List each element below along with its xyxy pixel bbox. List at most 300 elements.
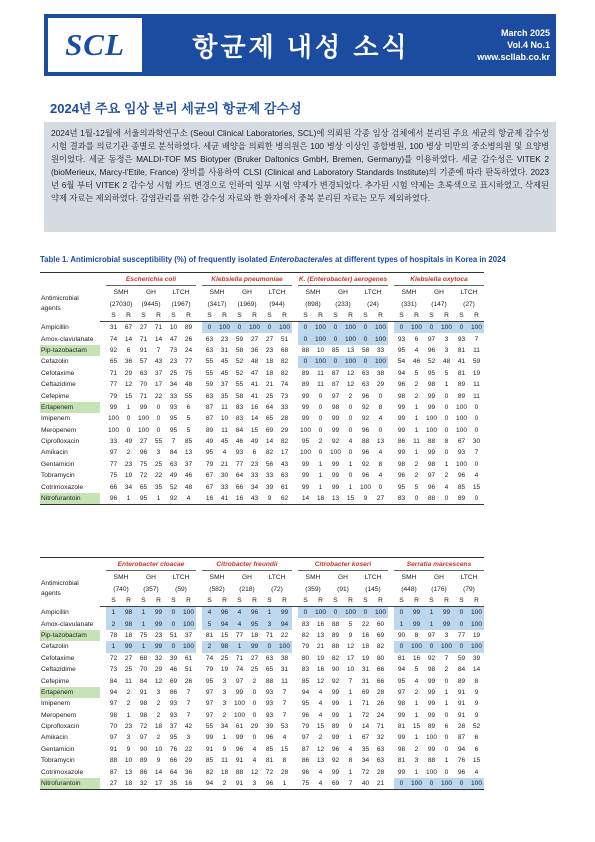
resistant-value: 16 (412, 654, 421, 662)
resistant-value: 1 (348, 688, 353, 696)
resistant-value: 39 (472, 654, 481, 662)
susceptible-value: 88 (265, 677, 274, 685)
resistant-value: 4 (414, 346, 419, 354)
organism-name: Escherichia coli (106, 273, 196, 286)
resistant-value: 48 (250, 358, 259, 366)
resistant-value: 5 (414, 369, 419, 377)
resistant-value: 15 (220, 631, 229, 639)
resistant-value: 66 (376, 666, 385, 674)
resistant-value: 46 (412, 358, 421, 366)
resistant-value: 33 (280, 403, 289, 411)
susceptible-value: 99 (397, 426, 406, 434)
susceptible-header: S (328, 310, 343, 322)
resistant-value: 34 (220, 723, 229, 731)
resistant-value: 66 (376, 677, 385, 685)
susceptible-header: S (298, 595, 313, 607)
susceptible-value: 22 (361, 620, 370, 628)
susceptible-header: S (358, 310, 373, 322)
susceptible-value: 79 (109, 392, 118, 400)
susceptible-value: 97 (427, 472, 436, 480)
susceptible-value: 0 (328, 607, 343, 619)
susceptible-value: 92 (331, 438, 340, 446)
susceptible-value: 10 (169, 324, 178, 332)
susceptible-value: 1 (136, 618, 151, 629)
resistant-value: 99 (247, 641, 262, 652)
susceptibility-table-1 (40, 272, 484, 505)
resistant-value: 11 (221, 426, 228, 434)
susceptible-value: 49 (169, 472, 178, 480)
resistant-value: 1 (414, 734, 419, 742)
resistant-value: 0 (252, 700, 257, 708)
resistant-value: 62 (277, 493, 292, 505)
resistant-value: 3 (444, 346, 449, 354)
susceptible-value: 63 (205, 392, 214, 400)
resistant-value: 82 (280, 369, 289, 377)
susceptible-value: 77 (109, 381, 118, 389)
resistant-value: 22 (154, 392, 163, 400)
hospital-type: LTCH (268, 288, 286, 296)
drug-row (40, 390, 484, 401)
resistant-value: 0 (252, 734, 257, 742)
drug-row (40, 607, 484, 619)
resistant-value: 11 (317, 369, 324, 377)
hospital-type-row (40, 286, 484, 299)
resistant-value: 2 (222, 711, 227, 719)
susceptible-value: 99 (427, 677, 436, 685)
susceptible-value: 82 (331, 654, 340, 662)
susceptible-value: 81 (457, 369, 466, 377)
resistant-value: 0 (156, 426, 161, 434)
hospital-type: GH (242, 573, 252, 581)
resistant-value: 30 (472, 438, 481, 446)
resistant-value: 4 (378, 449, 383, 457)
drug-row (40, 618, 484, 629)
resistant-value: 1 (414, 768, 419, 776)
resistant-value: 11 (125, 677, 132, 685)
susceptible-value: 68 (139, 654, 148, 662)
resistant-header: R (409, 310, 424, 322)
susceptible-value: 58 (235, 392, 244, 400)
resistant-value: 63 (280, 472, 289, 480)
resistant-value: 0 (156, 403, 161, 411)
resistant-value: 36 (124, 358, 133, 366)
drug-name: Cefotaxime (41, 654, 75, 662)
resistant-value: 1 (348, 768, 353, 776)
resistant-value: 34 (250, 483, 259, 491)
resistant-value: 96 (217, 607, 232, 619)
resistant-value: 7 (186, 688, 191, 696)
resistant-value: 100 (373, 333, 388, 344)
resistant-value: 35 (220, 392, 229, 400)
susceptible-value: 81 (397, 654, 406, 662)
resistant-value: 100 (313, 356, 328, 367)
resistant-value: 3 (186, 734, 191, 742)
resistant-value: 1 (348, 734, 353, 742)
drug-row (40, 436, 484, 447)
resistant-value: 3 (222, 677, 227, 685)
susceptible-value: 91 (139, 688, 148, 696)
resistant-value: 1 (126, 711, 131, 719)
susceptible-value: 64 (265, 403, 274, 411)
drug-row (40, 732, 484, 743)
resistant-value: 0 (378, 426, 383, 434)
susceptible-value: 95 (169, 734, 178, 742)
susceptible-value: 99 (205, 734, 214, 742)
resistant-value: 85 (184, 438, 193, 446)
susceptible-value: 0 (394, 778, 409, 790)
susceptible-value: 67 (205, 483, 214, 491)
resistant-value: 1 (318, 472, 323, 480)
resistant-value: 11 (413, 438, 420, 446)
susceptible-value: 100 (107, 415, 119, 423)
susceptible-value: 91 (139, 346, 148, 354)
isolate-count: (218) (239, 585, 255, 593)
resistant-value: 9 (474, 700, 479, 708)
susceptible-value: 35 (166, 778, 181, 790)
susceptible-value: 0 (424, 778, 439, 790)
susceptible-value: 100 (329, 449, 341, 457)
resistant-value: 12 (346, 643, 355, 651)
susceptible-header: S (202, 595, 217, 607)
resistant-value: 9 (348, 723, 353, 731)
resistant-value: 4 (318, 711, 323, 719)
susceptible-value: 81 (457, 346, 466, 354)
susceptible-value: 55 (205, 358, 214, 366)
resistant-value: 15 (124, 392, 133, 400)
sr-header-row (40, 310, 484, 322)
susceptible-value: 96 (262, 778, 277, 790)
drug-row (40, 470, 484, 481)
susceptible-value: 92 (427, 654, 436, 662)
resistant-header: R (343, 310, 358, 322)
susceptible-value: 95 (301, 438, 310, 446)
resistant-value: 4 (318, 768, 323, 776)
susceptible-value: 75 (139, 460, 148, 468)
drug-name: Tobramycin (41, 757, 75, 765)
susceptible-value: 99 (301, 460, 310, 468)
susceptible-value: 98 (331, 403, 340, 411)
resistant-value: 0 (318, 392, 323, 400)
susceptible-value: 0 (262, 641, 277, 652)
resistant-value: 4 (252, 757, 257, 765)
resistant-value: 1 (126, 403, 131, 411)
susceptible-value: 0 (454, 618, 469, 629)
isolate-count-row (40, 583, 484, 595)
susceptible-value: 55 (205, 369, 214, 377)
resistant-value: 99 (121, 641, 136, 652)
susceptible-value: 97 (139, 734, 148, 742)
susceptible-value: 100 (233, 700, 245, 708)
susceptible-value: 95 (397, 483, 406, 491)
resistant-value: 100 (373, 356, 388, 367)
susceptible-value: 87 (109, 768, 118, 776)
susceptible-value: 99 (331, 711, 340, 719)
susceptible-header: S (106, 595, 121, 607)
resistant-value: 1 (222, 734, 227, 742)
resistant-value: 5 (414, 666, 419, 674)
drug-name: Nitrofurantoin (40, 778, 100, 790)
susceptible-value: 31 (361, 677, 370, 685)
resistant-value: 6 (444, 723, 449, 731)
susceptible-value: 63 (205, 346, 214, 354)
susceptible-value: 67 (361, 734, 370, 742)
susceptible-value: 83 (235, 415, 244, 423)
susceptible-value: 0 (262, 322, 277, 334)
susceptible-value: 33 (109, 438, 118, 446)
susceptible-value: 91 (457, 700, 466, 708)
resistant-header: R (151, 595, 166, 607)
resistant-value: 2 (126, 688, 131, 696)
susceptible-value: 46 (169, 666, 178, 674)
susceptible-value: 86 (397, 438, 406, 446)
resistant-value: 15 (250, 426, 259, 434)
drug-name: Imipenem (41, 415, 70, 423)
resistant-value: 18 (250, 631, 259, 639)
susceptible-value: 89 (427, 723, 436, 731)
susceptible-value: 96 (457, 472, 466, 480)
resistant-value: 99 (409, 607, 424, 619)
resistant-value: 28 (280, 415, 289, 423)
resistant-value: 100 (313, 607, 328, 619)
resistant-value: 8 (348, 757, 353, 765)
drug-row (40, 356, 484, 367)
resistant-value: 63 (376, 757, 385, 765)
susceptible-value: 0 (232, 322, 247, 334)
resistant-value: 11 (473, 381, 480, 389)
susceptible-value: 65 (109, 358, 118, 366)
susceptible-value: 49 (205, 438, 214, 446)
resistant-value: 1 (348, 460, 353, 468)
resistant-value: 61 (280, 483, 289, 491)
resistant-value: 16 (316, 620, 325, 628)
resistant-value: 25 (124, 666, 133, 674)
susceptible-value: 35 (361, 745, 370, 753)
susceptible-value: 31 (361, 666, 370, 674)
hospital-type: LTCH (268, 573, 286, 581)
organism-name: Citrobacter koseri (298, 558, 388, 571)
susceptible-value: 58 (361, 346, 370, 354)
susceptible-value: 1 (394, 618, 409, 629)
hospital-type: LTCH (364, 288, 382, 296)
resistant-value: 13 (316, 631, 325, 639)
resistant-value: 41 (250, 392, 259, 400)
susceptible-value: 71 (361, 700, 370, 708)
susceptible-value: 16 (361, 631, 370, 639)
susceptible-value: 1 (106, 641, 121, 652)
hospital-type: GH (434, 573, 444, 581)
susceptible-value: 93 (169, 711, 178, 719)
susceptible-value: 0 (298, 333, 313, 344)
drug-name: Amox-clavulanate (41, 620, 94, 628)
susceptible-value: 88 (109, 757, 118, 765)
resistant-value: 37 (184, 631, 193, 639)
susceptible-value: 84 (139, 677, 148, 685)
resistant-value: 49 (250, 438, 259, 446)
resistant-value: 15 (472, 483, 481, 491)
susceptible-value: 77 (457, 631, 466, 639)
resistant-value: 45 (220, 438, 229, 446)
resistant-value: 2 (444, 666, 449, 674)
resistant-value: 17 (280, 449, 289, 457)
susceptible-value: 0 (328, 333, 343, 344)
resistant-value: 1 (444, 700, 449, 708)
resistant-value: 32 (376, 734, 385, 742)
susceptible-value: 97 (235, 677, 244, 685)
resistant-value: 2 (156, 700, 161, 708)
resistant-value: 13 (346, 346, 355, 354)
susceptible-value: 39 (265, 483, 274, 491)
resistant-value: 7 (282, 700, 287, 708)
susceptible-value: 59 (235, 335, 244, 343)
hospital-type: SMH (401, 573, 417, 581)
isolate-count: (176) (431, 585, 447, 593)
susceptible-value: 0 (454, 641, 469, 652)
susceptible-value: 73 (109, 666, 118, 674)
resistant-value: 4 (252, 745, 257, 753)
resistant-value: 2 (414, 472, 419, 480)
resistant-value: 26 (376, 700, 385, 708)
susceptible-value: 58 (235, 346, 244, 354)
hospital-type: GH (434, 288, 444, 296)
susceptible-value: 1 (136, 607, 151, 619)
resistant-value: 22 (154, 472, 163, 480)
resistant-value: 100 (343, 333, 358, 344)
susceptible-value: 69 (169, 677, 178, 685)
caption-italic: Enterobacterales (269, 255, 333, 264)
susceptible-value: 85 (331, 346, 340, 354)
hospital-type: SMH (401, 288, 417, 296)
resistant-value: 4 (474, 768, 479, 776)
resistant-value: 6 (252, 449, 257, 457)
resistant-value: 5 (414, 483, 419, 491)
susceptible-value: 97 (427, 631, 436, 639)
hospital-type: LTCH (460, 288, 478, 296)
susceptible-value: 57 (139, 358, 148, 366)
website-link[interactable]: www.scllab.co.kr (477, 52, 550, 62)
susceptible-value: 96 (397, 381, 406, 389)
susceptible-value: 4 (232, 618, 247, 629)
susceptible-value: 89 (454, 493, 469, 505)
susceptible-value: 100 (137, 426, 149, 434)
resistant-value: 100 (373, 322, 388, 334)
susceptible-value: 82 (205, 768, 214, 776)
drug-row (40, 721, 484, 732)
susceptible-value: 96 (235, 745, 244, 753)
drug-row (40, 766, 484, 777)
resistant-value: 4 (474, 472, 479, 480)
resistant-header: R (409, 595, 424, 607)
susceptible-value: 77 (109, 460, 118, 468)
resistant-value: 5 (444, 369, 449, 377)
susceptible-value: 94 (301, 688, 310, 696)
resistant-value: 67 (124, 324, 133, 332)
resistant-value: 0 (444, 745, 449, 753)
drug-name: Cefepime (41, 677, 70, 685)
scl-logo: SCL (48, 18, 142, 72)
resistant-value: 0 (252, 688, 257, 696)
susceptible-value: 0 (454, 778, 469, 790)
drug-name: Cefazolin (41, 358, 69, 366)
resistant-value: 0 (348, 472, 353, 480)
resistant-header: R (217, 310, 232, 322)
susceptible-value: 72 (361, 768, 370, 776)
susceptible-value: 88 (235, 768, 244, 776)
resistant-value: 23 (124, 723, 133, 731)
susceptible-value: 95 (169, 426, 178, 434)
susceptible-header: S (424, 310, 439, 322)
resistant-value: 2 (217, 778, 232, 790)
resistant-value: 60 (376, 620, 385, 628)
susceptible-header: S (202, 310, 217, 322)
resistant-value: 37 (154, 369, 163, 377)
resistant-value: 29 (280, 426, 289, 434)
susceptible-value: 32 (136, 778, 151, 790)
susceptible-value: 91 (457, 711, 466, 719)
susceptible-value: 0 (424, 322, 439, 334)
isolate-count: (233) (335, 300, 351, 308)
susceptible-value: 52 (169, 483, 178, 491)
resistant-value: 8 (444, 438, 449, 446)
resistant-value: 51 (184, 666, 193, 674)
susceptible-value: 55 (205, 723, 214, 731)
resistant-value: 12 (124, 381, 133, 389)
resistant-value: 4 (378, 472, 383, 480)
susceptible-value: 4 (232, 607, 247, 619)
susceptible-value: 96 (265, 734, 274, 742)
susceptible-value: 70 (109, 723, 118, 731)
resistant-value: 1 (444, 381, 449, 389)
resistant-value: 100 (409, 641, 424, 652)
drug-name: Amikacin (41, 734, 68, 742)
resistant-value: 24 (376, 711, 385, 719)
susceptible-value: 55 (235, 381, 244, 389)
susceptible-value: 99 (301, 483, 310, 491)
susceptible-value: 34 (361, 757, 370, 765)
resistant-value: 82 (376, 643, 385, 651)
resistant-value: 99 (151, 607, 166, 619)
susceptible-value: 0 (424, 641, 439, 652)
resistant-header: R (373, 310, 388, 322)
susceptible-value: 79 (205, 460, 214, 468)
resistant-value: 19 (472, 631, 481, 639)
drug-name: Meropenem (41, 711, 77, 719)
susceptible-value: 1 (106, 607, 121, 619)
susceptible-value: 9 (358, 493, 373, 505)
resistant-value: 8 (378, 460, 383, 468)
resistant-value: 29 (250, 723, 259, 731)
susceptible-value: 31 (109, 324, 118, 332)
susceptible-value: 99 (427, 688, 436, 696)
resistant-value: 5 (348, 620, 353, 628)
susceptible-value: 72 (139, 472, 148, 480)
resistant-value: 9 (348, 631, 353, 639)
resistant-value: 100 (217, 322, 232, 334)
resistant-value: 0 (318, 415, 323, 423)
drug-row (40, 641, 484, 652)
susceptible-value: 14 (298, 493, 313, 505)
drug-row (40, 755, 484, 766)
resistant-value: 8 (414, 631, 419, 639)
hospital-type: LTCH (364, 573, 382, 581)
resistant-value: 4 (414, 677, 419, 685)
susceptible-value: 97 (205, 711, 214, 719)
resistant-value: 99 (151, 618, 166, 629)
drug-row (40, 675, 484, 686)
susceptible-value: 76 (169, 745, 178, 753)
resistant-value: 1 (348, 483, 353, 491)
resistant-value: 15 (412, 723, 421, 731)
susceptible-value: 0 (202, 322, 217, 334)
